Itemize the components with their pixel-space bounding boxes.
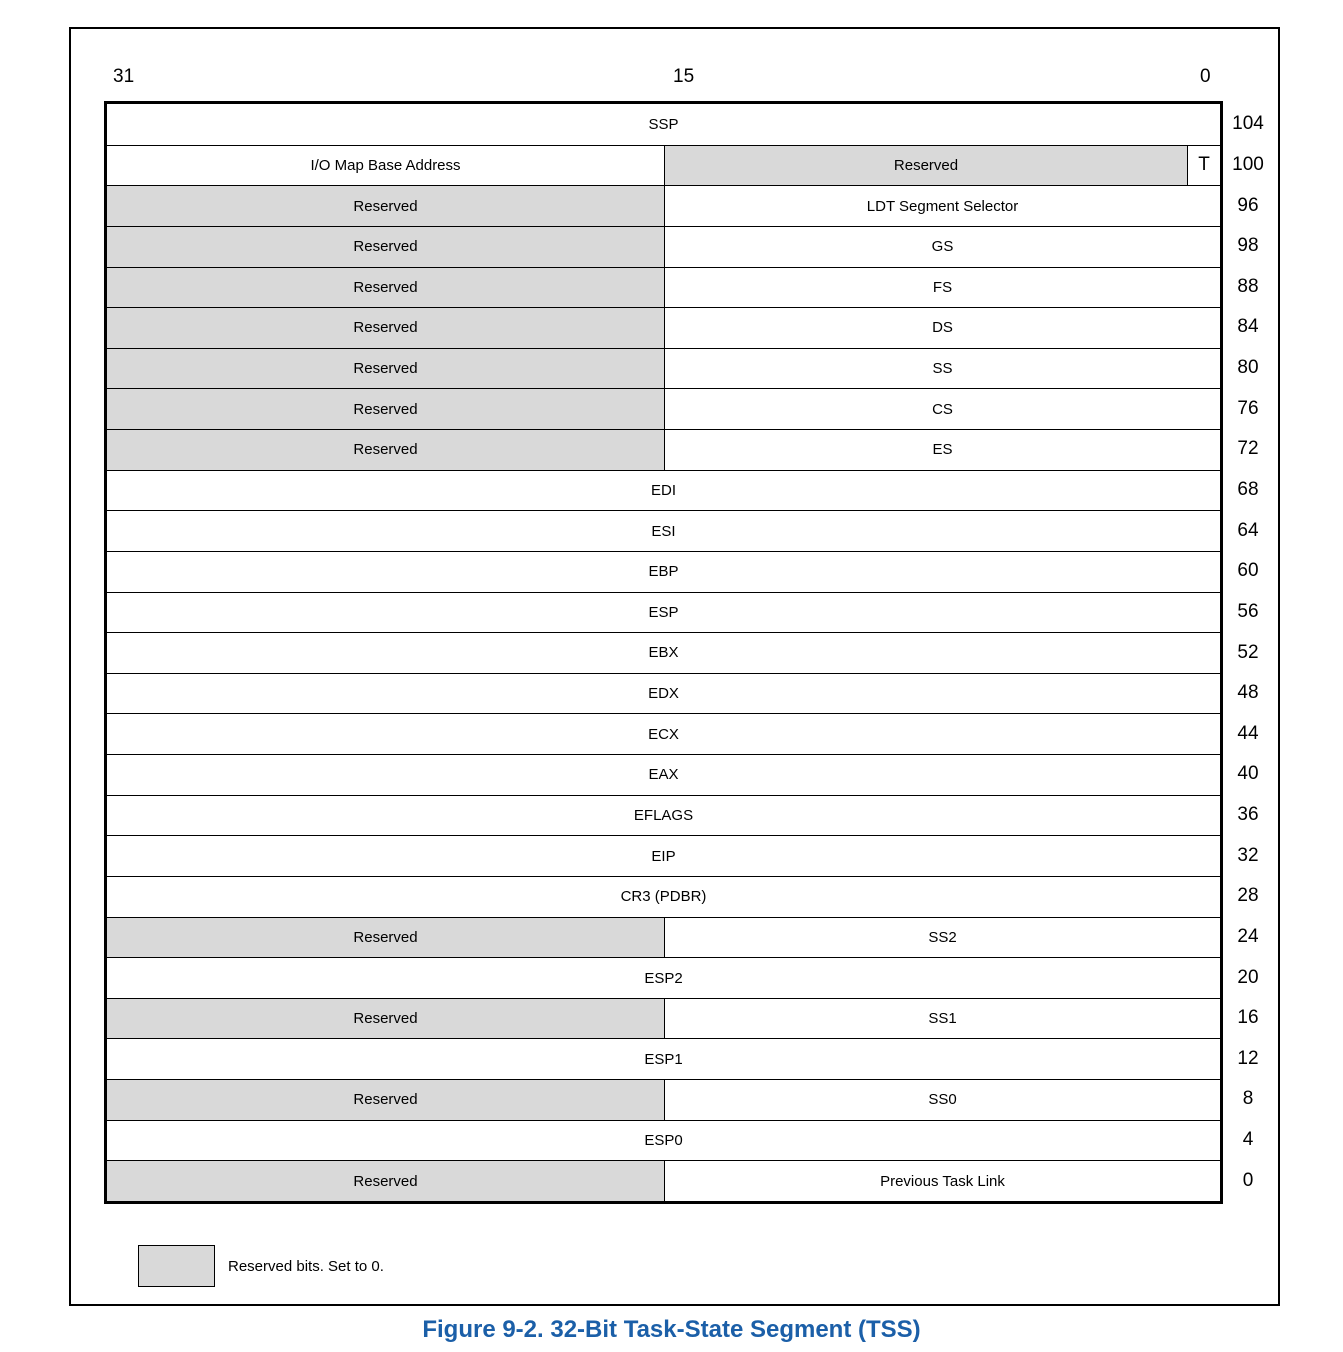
tss-row [107,917,1220,958]
byte-offset-label: 8 [1242,1088,1254,1110]
reserved-field: Reserved [107,918,664,958]
byte-offset-label: 76 [1237,397,1259,419]
tss-row [107,429,1220,470]
tss-row [107,226,1220,267]
tss-row [107,145,1220,186]
byte-offset-label: 0 [1242,1169,1254,1191]
register-field: EDX [648,685,679,703]
register-field: CS [664,389,1220,429]
tss-row [107,388,1220,429]
register-field: SS0 [664,1080,1220,1120]
byte-offset-label: 28 [1237,885,1259,907]
byte-offset-label: 24 [1237,925,1259,947]
tss-row [107,713,1220,754]
byte-offset-label: 88 [1237,275,1259,297]
tss-row [107,673,1220,714]
tss-row [107,998,1220,1039]
register-field: EAX [648,766,679,784]
tss-row [107,267,1220,308]
byte-offset-label: 98 [1237,235,1259,257]
tss-layout-table [104,101,1223,1204]
tss-row [107,470,1220,511]
register-field: ECX [648,725,679,743]
tss-row [107,876,1220,917]
reserved-field: Reserved [107,1080,664,1120]
register-field: DS [664,308,1220,348]
byte-offset-label: 20 [1237,966,1259,988]
reserved-field: Reserved [107,1161,664,1201]
byte-offset-label: 12 [1237,1047,1259,1069]
byte-offset-label: 56 [1237,600,1259,622]
tss-row [107,835,1220,876]
tss-row [107,795,1220,836]
bit-label-15: 15 [673,66,695,87]
bit-label-0: 0 [1200,66,1211,87]
register-field: ESP1 [644,1050,683,1068]
byte-offset-label: 52 [1237,641,1259,663]
byte-offset-label: 80 [1237,357,1259,379]
tss-row [107,185,1220,226]
register-field: EFLAGS [633,807,694,825]
byte-offset-label: 100 [1232,153,1264,175]
byte-offset-label: 60 [1237,560,1259,582]
register-field: SS1 [664,999,1220,1039]
byte-offset-label: 32 [1237,844,1259,866]
register-field: SSP [648,115,679,133]
byte-offset-label: 64 [1237,519,1259,541]
byte-offset-label: 48 [1237,682,1259,704]
register-field: Previous Task Link [664,1161,1220,1201]
tss-row [107,592,1220,633]
byte-offset-label: 68 [1237,478,1259,500]
register-field: CR3 (PDBR) [620,888,707,906]
byte-offset-label: 36 [1237,804,1259,826]
tss-row [107,1120,1220,1161]
tss-row [107,1038,1220,1079]
register-field: ESI [651,522,676,540]
byte-offset-label: 96 [1237,194,1259,216]
register-field: EBX [648,644,679,662]
register-field: EIP [651,847,676,865]
byte-offset-label: 16 [1237,1007,1259,1029]
tss-row [107,1079,1220,1120]
byte-offset-label: 72 [1237,438,1259,460]
reserved-field: Reserved [107,308,664,348]
legend-swatch [138,1245,215,1287]
legend-text: Reserved bits. Set to 0. [228,1258,384,1275]
tss-row [107,957,1220,998]
tss-row [107,754,1220,795]
tss-row [107,1160,1220,1201]
reserved-field: Reserved [107,227,664,267]
register-field: T [1187,146,1220,186]
byte-offset-label: 4 [1242,1129,1254,1151]
figure-caption: Figure 9-2. 32-Bit Task-State Segment (TSS) [422,1316,921,1343]
register-field: EBP [648,563,679,581]
reserved-field: Reserved [107,999,664,1039]
register-field: FS [664,268,1220,308]
tss-row [107,632,1220,673]
reserved-field: Reserved [664,146,1187,186]
reserved-field: Reserved [107,389,664,429]
byte-offset-label: 40 [1237,763,1259,785]
register-field: ESP2 [644,969,683,987]
register-field: ES [664,430,1220,470]
bit-label-31: 31 [113,66,135,87]
register-field: SS [664,349,1220,389]
register-field: GS [664,227,1220,267]
reserved-field: Reserved [107,430,664,470]
register-field: LDT Segment Selector [664,186,1220,226]
tss-row [107,551,1220,592]
tss-row [107,510,1220,551]
register-field: I/O Map Base Address [310,156,461,174]
reserved-field: Reserved [107,268,664,308]
byte-offset-label: 84 [1237,316,1259,338]
tss-row [107,348,1220,389]
register-field: SS2 [664,918,1220,958]
reserved-field: Reserved [107,186,664,226]
register-field: EDI [650,481,676,499]
tss-row [107,307,1220,348]
register-field: ESP [648,603,679,621]
register-field: ESP0 [644,1132,683,1150]
byte-offset-label: 44 [1237,722,1259,744]
byte-offset-label: 104 [1232,113,1264,135]
reserved-field: Reserved [107,349,664,389]
tss-row [107,104,1220,145]
